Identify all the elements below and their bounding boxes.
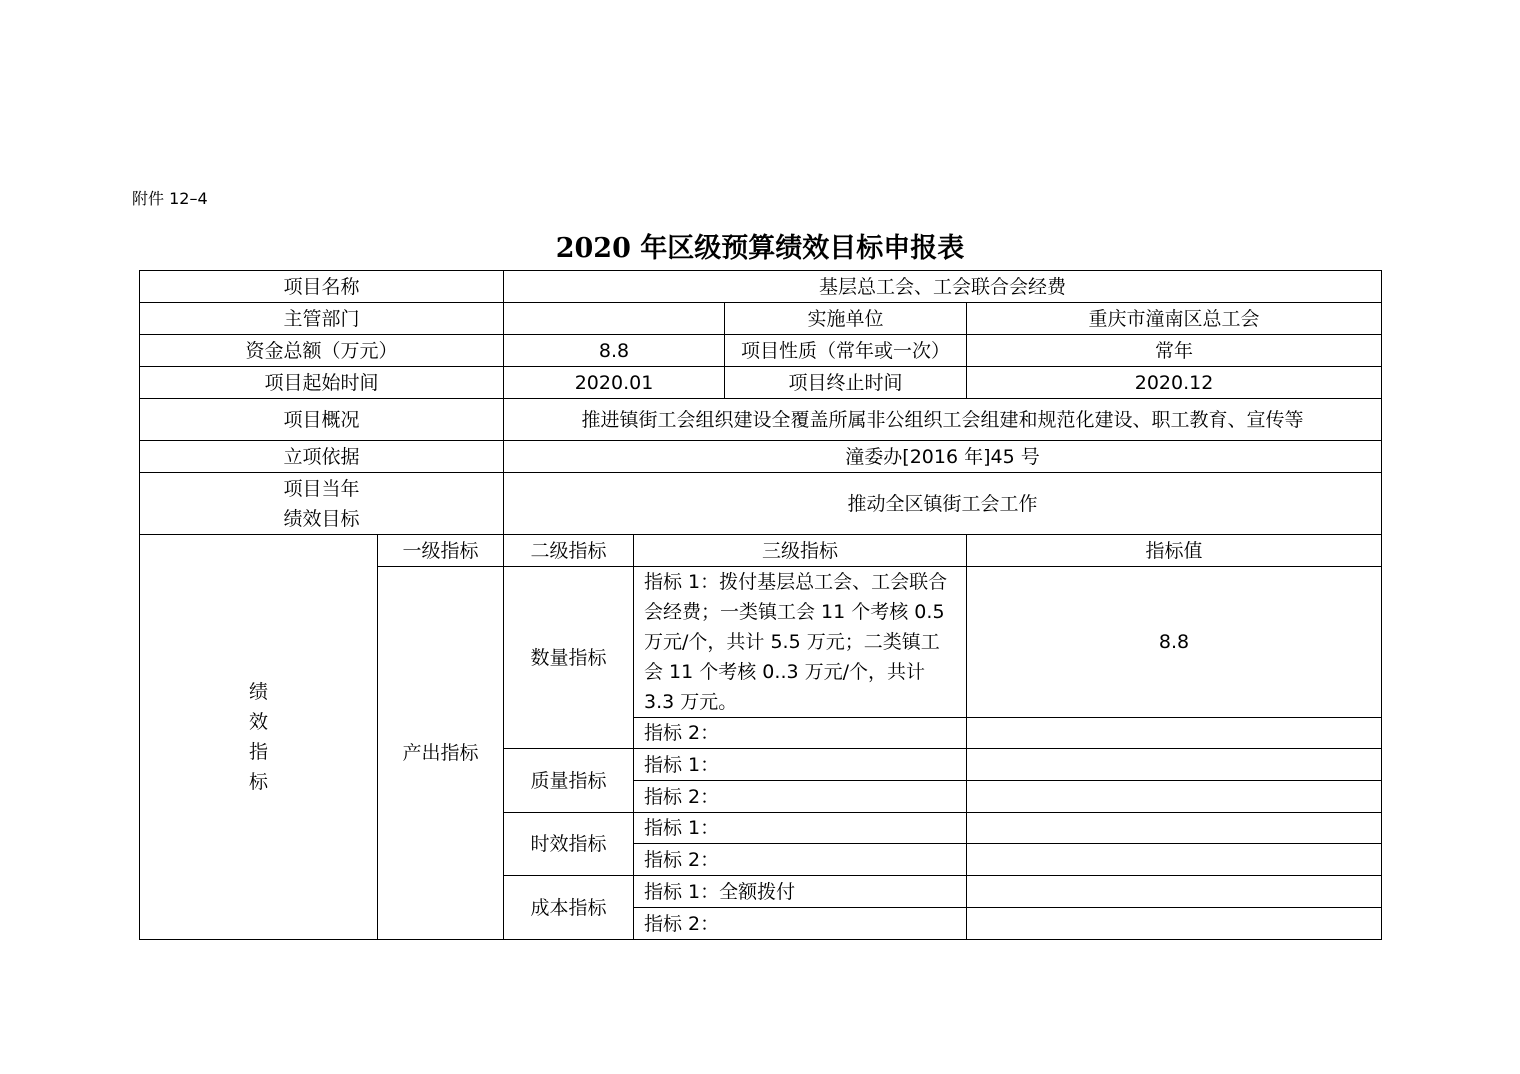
department-value — [504, 303, 725, 335]
quality-indicator-2-value — [967, 781, 1382, 813]
row-indicator-headers — [140, 535, 1382, 567]
basis-value: 潼委办[2016 年]45 号 — [504, 441, 1382, 473]
budget-performance-form — [139, 270, 1382, 940]
start-time-value: 2020.01 — [504, 367, 725, 399]
quality-indicator-1-text: 指标 1： — [634, 749, 967, 781]
header-level1: 一级指标 — [378, 535, 504, 567]
row-overview — [140, 399, 1382, 441]
timeliness-indicator-1-value — [967, 813, 1382, 844]
quantity-indicator-2-text: 指标 2： — [634, 718, 967, 749]
row-annual-goal — [140, 473, 1382, 535]
header-level3: 三级指标 — [634, 535, 967, 567]
header-level2: 二级指标 — [504, 535, 634, 567]
overview-value: 推进镇街工会组织建设全覆盖所属非公组织工会组建和规范化建设、职工教育、宣传等 — [504, 399, 1382, 441]
cost-indicator-2-text: 指标 2： — [634, 908, 967, 940]
cost-indicator-1-text: 指标 1：全额拨付 — [634, 876, 967, 908]
quality-indicator-label: 质量指标 — [504, 749, 634, 813]
quantity-indicator-2-value — [967, 718, 1382, 749]
annual-goal-label-line1: 项目当年 — [283, 477, 360, 500]
implementer-label: 实施单位 — [725, 303, 967, 335]
implementer-value: 重庆市潼南区总工会 — [967, 303, 1382, 335]
total-funds-value: 8.8 — [504, 335, 725, 367]
timeliness-indicator-label: 时效指标 — [504, 813, 634, 876]
timeliness-indicator-1-text: 指标 1： — [634, 813, 967, 844]
section-char-2: 效 — [248, 711, 268, 733]
row-project-name — [140, 271, 1382, 303]
level1-output-indicators: 产出指标 — [378, 567, 504, 940]
quantity-indicator-1-value: 8.8 — [967, 567, 1382, 718]
row-funds — [140, 335, 1382, 367]
timeliness-indicator-2-value — [967, 844, 1382, 876]
total-funds-label: 资金总额（万元） — [140, 335, 504, 367]
end-time-label: 项目终止时间 — [725, 367, 967, 399]
quantity-indicator-label: 数量指标 — [504, 567, 634, 749]
project-name-value: 基层总工会、工会联合会经费 — [504, 271, 1382, 303]
annual-goal-label-line2: 绩效目标 — [283, 507, 360, 530]
annual-goal-value: 推动全区镇街工会工作 — [504, 473, 1382, 535]
quantity-indicator-1-text: 指标 1：拨付基层总工会、工会联合会经费；一类镇工会 11 个考核 0.5 万元/个，共计 5.5 万元；二类镇工会 11 个考核 0..3 万元/个，共计 3.3 万元。 — [634, 567, 967, 718]
row-time — [140, 367, 1382, 399]
end-time-value: 2020.12 — [967, 367, 1382, 399]
cost-indicator-label: 成本指标 — [504, 876, 634, 940]
performance-indicators-section-label — [140, 535, 378, 940]
section-char-4: 标 — [248, 771, 268, 793]
row-department — [140, 303, 1382, 335]
section-char-1: 绩 — [248, 681, 268, 703]
department-label: 主管部门 — [140, 303, 504, 335]
project-nature-value: 常年 — [967, 335, 1382, 367]
cost-indicator-2-value — [967, 908, 1382, 940]
header-value: 指标值 — [967, 535, 1382, 567]
attachment-label: 附件 12–4 — [132, 189, 208, 208]
quality-indicator-1-value — [967, 749, 1382, 781]
cost-indicator-1-value — [967, 876, 1382, 908]
row-basis — [140, 441, 1382, 473]
section-char-3: 指 — [248, 741, 268, 763]
basis-label: 立项依据 — [140, 441, 504, 473]
timeliness-indicator-2-text: 指标 2： — [634, 844, 967, 876]
quality-indicator-2-text: 指标 2： — [634, 781, 967, 813]
document-title: 2020 年区级预算绩效目标申报表 — [555, 233, 965, 264]
project-nature-label: 项目性质（常年或一次） — [725, 335, 967, 367]
overview-label: 项目概况 — [140, 399, 504, 441]
annual-goal-label — [140, 473, 504, 535]
start-time-label: 项目起始时间 — [140, 367, 504, 399]
project-name-label: 项目名称 — [140, 271, 504, 303]
